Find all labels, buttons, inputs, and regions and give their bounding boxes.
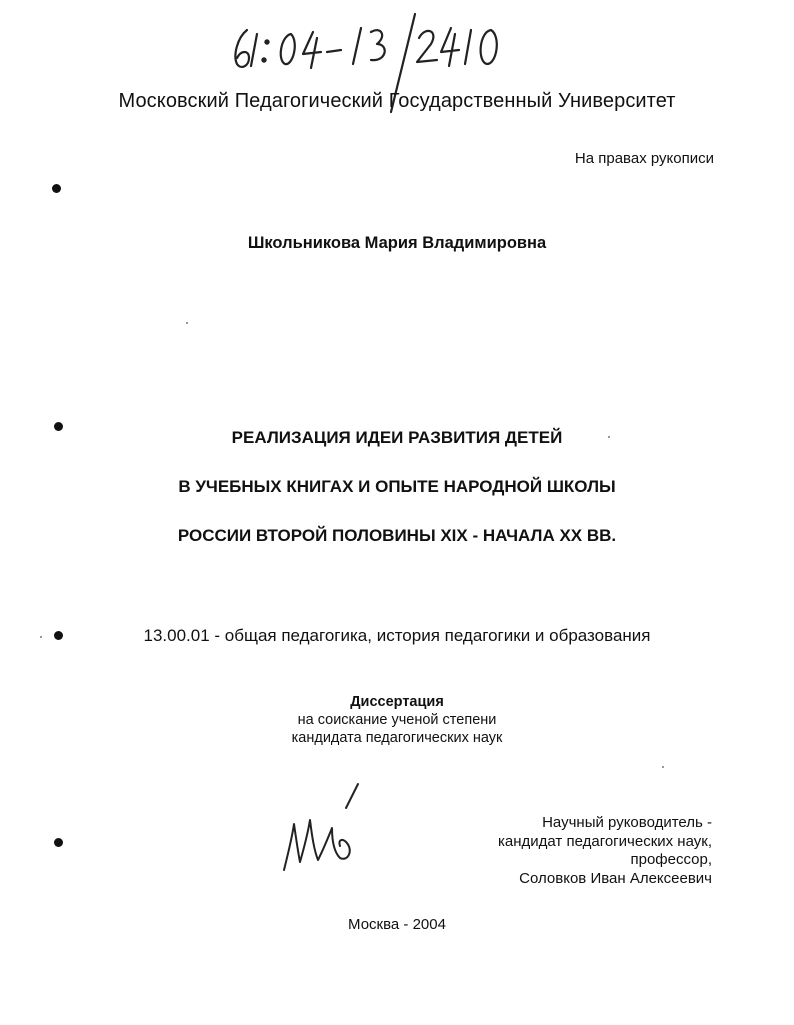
rights-note: На правах рукописи <box>574 150 714 167</box>
city-year: Москва - 2004 <box>348 916 446 933</box>
author-name: Школьникова Мария Владимировна <box>247 234 547 252</box>
university-name: Московский Педагогический Государственный Университет <box>118 90 676 112</box>
dissertation-title-line-2: В УЧЕБНЫХ КНИГАХ И ОПЫТЕ НАРОДНОЙ ШКОЛЫ <box>178 477 616 496</box>
scan-speck <box>662 766 664 768</box>
advisor-line-1: Научный руководитель - <box>542 814 712 831</box>
advisor-line-4: Соловков Иван Алексеевич <box>519 869 712 887</box>
punch-hole-icon <box>52 184 61 193</box>
dissertation-title-line-3: РОССИИ ВТОРОЙ ПОЛОВИНЫ XIX - НАЧАЛА XX ВВ. <box>177 526 617 545</box>
specialty-code: 13.00.01 - общая педагогика, история педагогики и образования <box>143 626 651 645</box>
signature-icon <box>270 778 380 878</box>
advisor-line-2: кандидат педагогических наук, <box>498 832 712 850</box>
scan-speck <box>186 322 188 324</box>
punch-hole-icon <box>54 631 63 640</box>
scan-speck <box>40 636 42 638</box>
dissertation-title-line-1: РЕАЛИЗАЦИЯ ИДЕИ РАЗВИТИЯ ДЕТЕЙ <box>231 428 563 447</box>
advisor-line-3: профессор, <box>630 851 712 868</box>
degree-line-2: кандидата педагогических наук <box>291 730 503 746</box>
scan-speck <box>608 436 610 438</box>
punch-hole-icon <box>54 838 63 847</box>
advisor-block <box>498 814 712 888</box>
degree-line-1: на соискание ученой степени <box>297 712 497 728</box>
punch-hole-icon <box>54 422 63 431</box>
degree-heading: Диссертация <box>350 694 444 710</box>
